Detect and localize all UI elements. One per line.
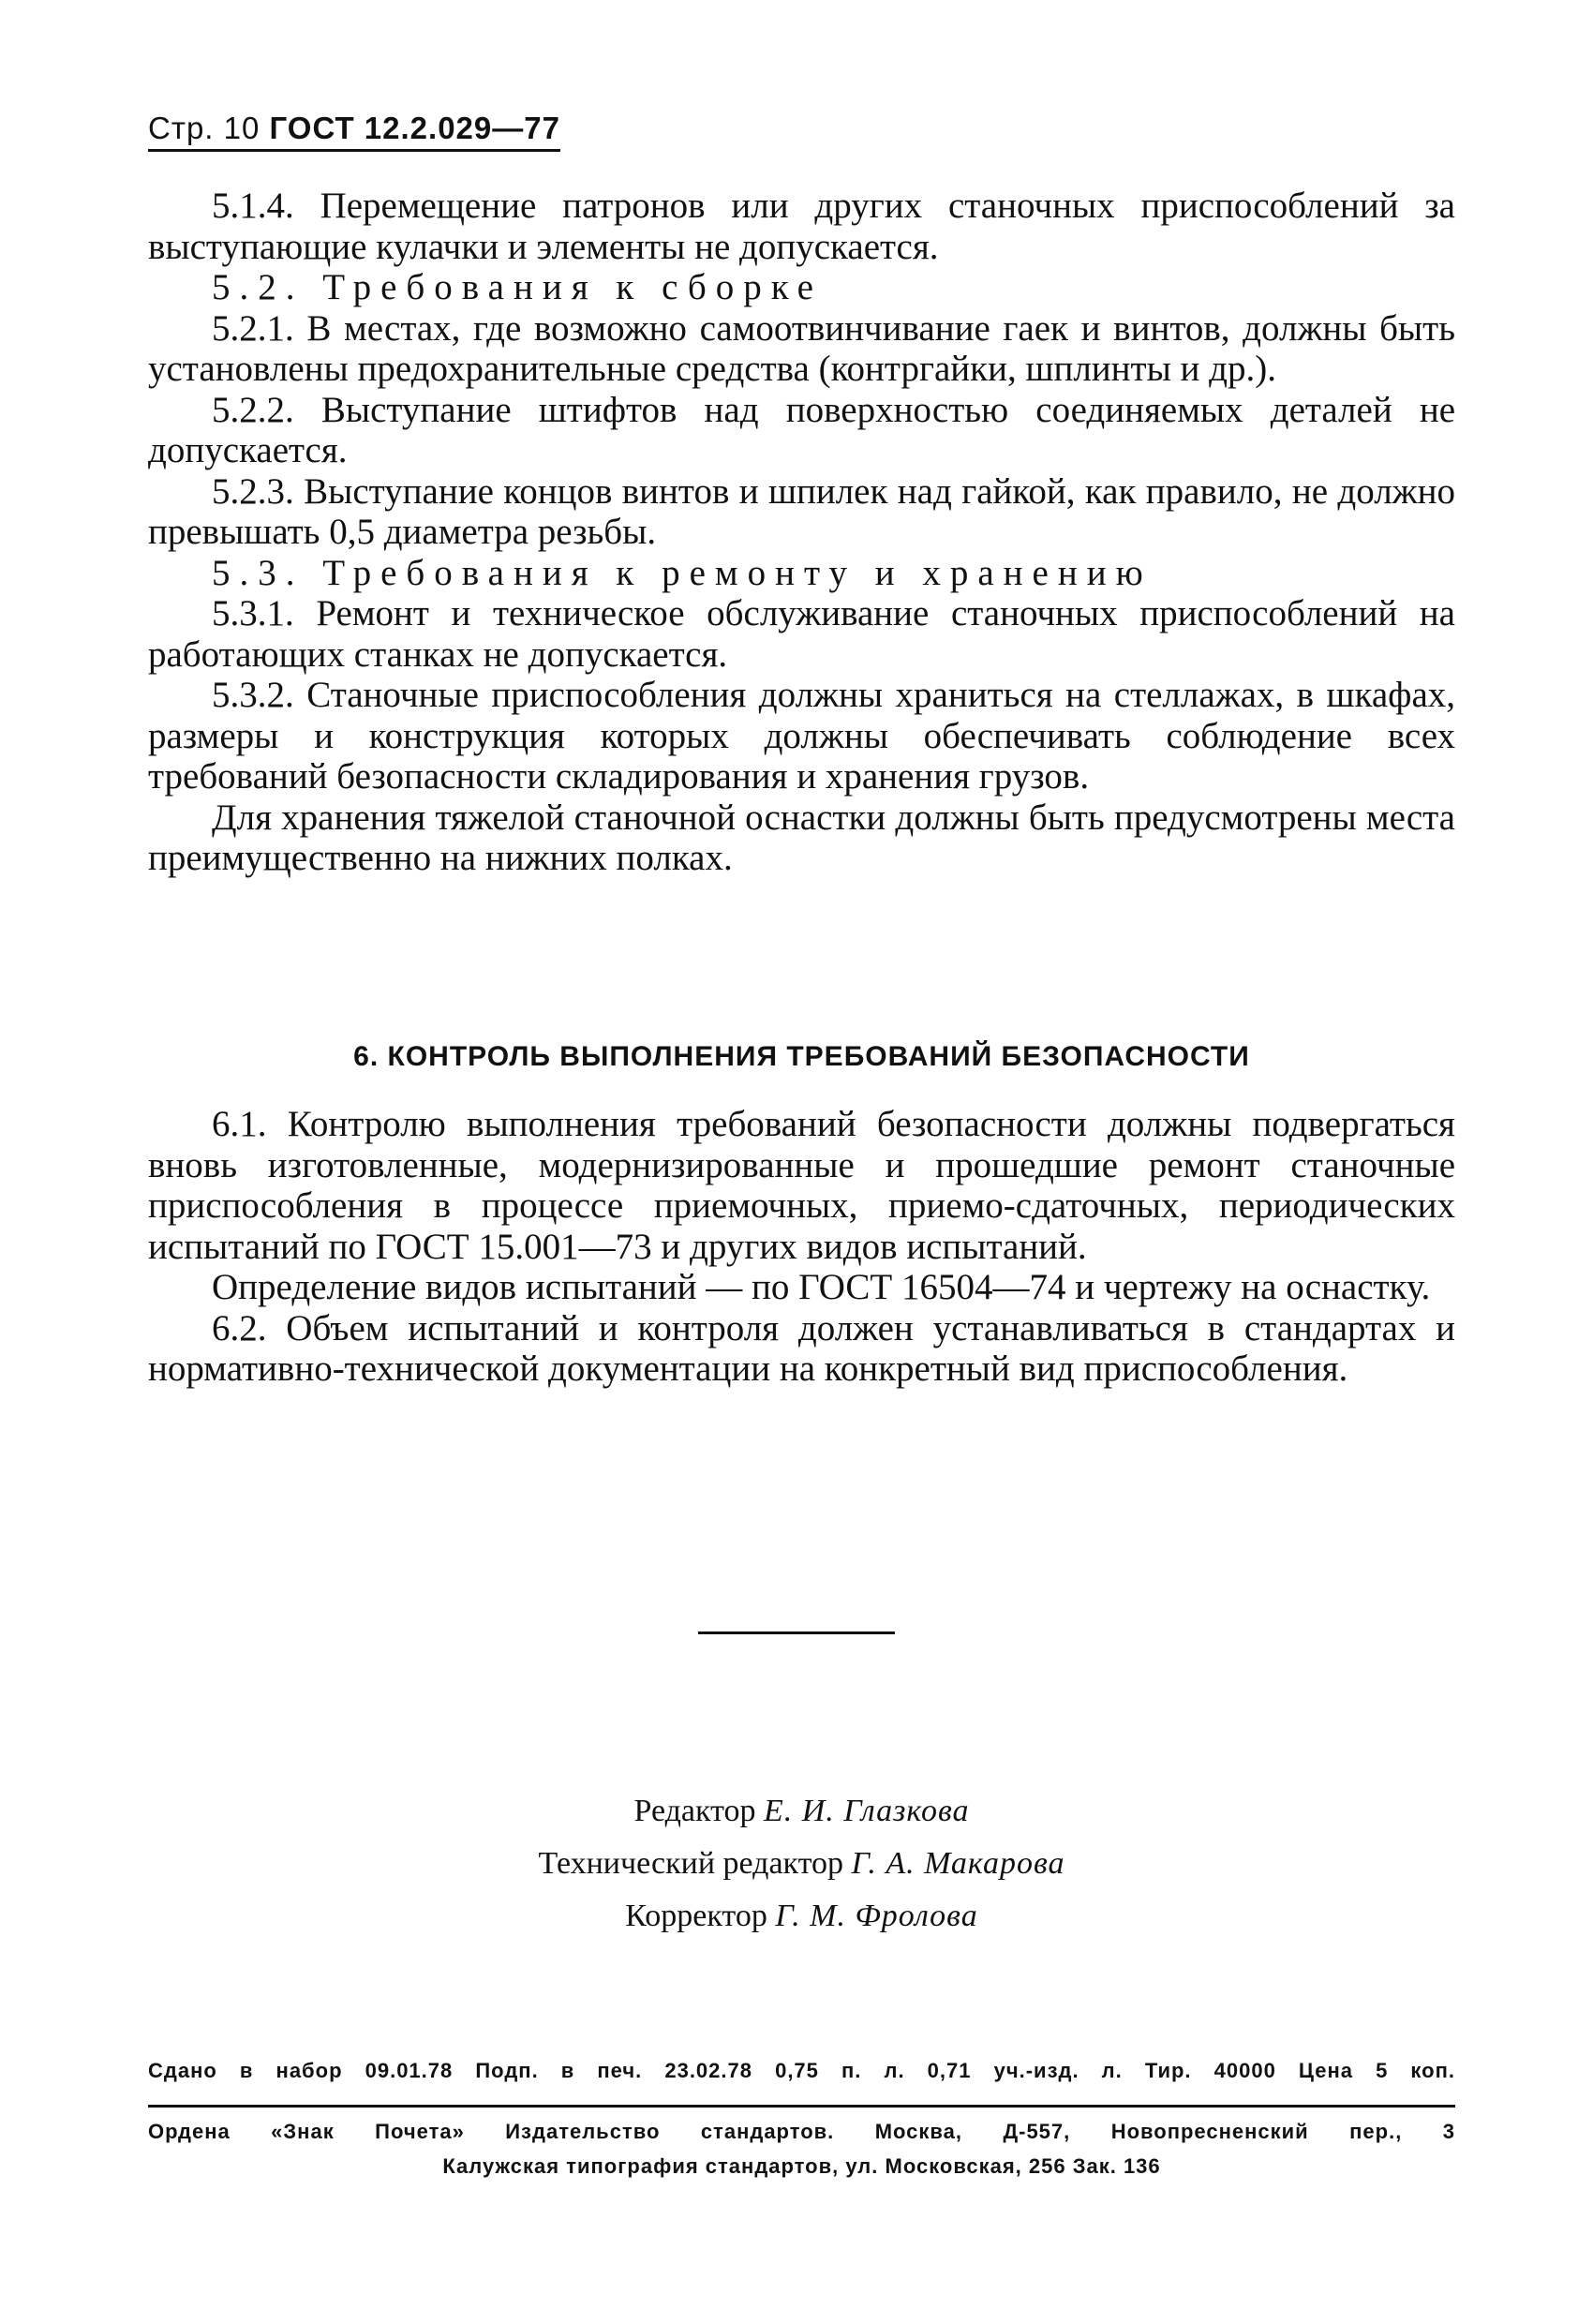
paragraph-5-2-1: 5.2.1. В местах, где возможно самоотвинчивание гаек и винтов, должны быть установлены предохранительные средства (контргайки, шплинты и др.). <box>148 307 1455 389</box>
paragraph-test-types: Определение видов испытаний — по ГОСТ 16504—74 и чертежу на оснастку. <box>212 1267 1431 1307</box>
imprint-rule <box>148 2105 1455 2108</box>
page-header <box>148 111 560 152</box>
paragraph-5-3-2: 5.3.2. Станочные приспособления должны храниться на стеллажах, в шкафах, размеры и конструкция которых должны обеспечивать соблюдение всех требований безопасности складирования и хранения грузов. <box>148 675 1455 797</box>
credit-technical-editor <box>148 1838 1455 1890</box>
section-5-text <box>148 186 1455 879</box>
paragraph-5-2-3: 5.2.3. Выступание концов винтов и шпилек над гайкой, как правило, не должно превышать 0,5 диаметра резьбы. <box>148 470 1455 552</box>
credit-role: Редактор <box>633 1794 756 1828</box>
section-6-text <box>148 1104 1455 1390</box>
credit-role: Корректор <box>625 1899 767 1933</box>
paragraph-6-2: 6.2. Объем испытаний и контроля должен устанавливаться в стандартах и нормативно-технической документации на конкретный вид приспособления. <box>148 1307 1455 1389</box>
paragraph-5-2-2: 5.2.2. Выступание штифтов над поверхностью соединяемых деталей не допускается. <box>148 389 1455 470</box>
paragraph-5-1-4: 5.1.4. Перемещение патронов или других станочных приспособлений за выступающие кулачки и элементы не допускается. <box>148 186 1455 267</box>
standard-number: ГОСТ 12.2.029—77 <box>269 111 560 145</box>
imprint-print-details: Сдано в набор 09.01.78 Подп. в печ. 23.02.78 0,75 п. л. 0,71 уч.-изд. л. Тир. 40000 Цена 5 коп. <box>148 2059 1455 2082</box>
paragraph-5-3-1: 5.3.1. Ремонт и техническое обслуживание станочных приспособлений на работающих станках не допускается. <box>148 593 1455 675</box>
credit-name: Г. М. Фролова <box>775 1899 978 1933</box>
subsection-heading-5-2: 5.2. Требования к сборке <box>212 267 823 307</box>
credit-role: Технический редактор <box>538 1846 844 1881</box>
credit-editor <box>148 1785 1455 1838</box>
credit-name: Г. А. Макарова <box>851 1846 1065 1881</box>
imprint-publisher: Ордена «Знак Почета» Издательство стандартов. Москва, Д-557, Новопресненский пер., 3 <box>148 2120 1455 2143</box>
imprint-printer: Калужская типография стандартов, ул. Московская, 256 Зак. 136 <box>442 2154 1161 2178</box>
credits-block <box>148 1785 1455 1943</box>
subsection-heading-5-3: 5.3. Требования к ремонту и хранению <box>212 552 1153 593</box>
credit-proofreader <box>148 1890 1455 1943</box>
credit-name: Е. И. Глазкова <box>763 1794 970 1828</box>
paragraph-storage: Для хранения тяжелой станочной оснастки должны быть предусмотрены места преимущественно на нижних полках. <box>148 797 1455 878</box>
page-number: Стр. 10 <box>148 111 261 145</box>
paragraph-6-1: 6.1. Контролю выполнения требований безопасности должны подвергаться вновь изготовленные, модернизированные и прошедшие ремонт станочные приспособления в процессе приемочных, приемо-сдаточных, периодических испытаний по ГОСТ 15.001—73 и других видов испытаний. <box>148 1104 1455 1267</box>
separator-rule <box>698 1631 895 1634</box>
section-6-heading: 6. КОНТРОЛЬ ВЫПОЛНЕНИЯ ТРЕБОВАНИЙ БЕЗОПАСНОСТИ <box>353 1041 1250 1072</box>
